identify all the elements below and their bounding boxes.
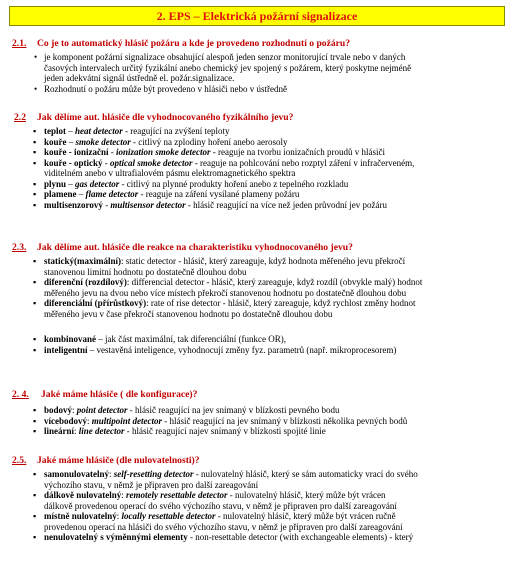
list-item xyxy=(0,52,512,84)
section-number: 2. 4. xyxy=(12,389,29,400)
description: - hlásič reagující na více než jeden průvodní jev požáru xyxy=(185,199,388,210)
section-question xyxy=(0,39,512,51)
description-cont: výchozího stavu, v němž je připraven pro další zareagování xyxy=(44,479,259,490)
description: : rate of rise detector - hlásič, který zareaguje, když rychlost změny hodnot xyxy=(146,298,416,308)
section-number: 2.2 xyxy=(14,112,26,123)
description: - reaguje na záření vysílané plameny požáru xyxy=(138,189,300,199)
term: teplot xyxy=(44,126,66,136)
english-term: remotely resettable detector xyxy=(126,490,228,500)
english-term: line detector xyxy=(78,426,125,436)
item-line: časových intervalech určitý fyzikální anebo chemický jev spojený s požárem, který poskytne nejméně xyxy=(44,62,412,73)
description: - nulovatelný hlásič, který se sám automaticky vrací do svého xyxy=(193,469,418,479)
description: – jak část maximální, tak diferenciální (funkce OR), xyxy=(96,334,286,344)
term: multisenzorový xyxy=(44,199,103,210)
list-item: ▪ kouře - ionizační - ionization smoke detector - reaguje na tvorbu ionizačních proudů v hlásiči xyxy=(0,147,512,158)
description: : static detector - hlásič, který zareaguje, když hodnota měřeného jevu překročí xyxy=(121,256,406,266)
item-line: jeden adekvátní signál ústředně el. požár.signalizace. xyxy=(44,73,235,83)
section-question xyxy=(0,113,512,125)
english-term: ionization smoke detector xyxy=(116,147,211,157)
term: diferenční (rozdílový) xyxy=(44,277,127,287)
section-number: 2.5. xyxy=(12,455,27,466)
term: kouře xyxy=(44,136,67,147)
description: - reaguje na pohlcování nebo rozptyl záření v infračerveném, xyxy=(192,157,415,168)
english-term: multipoint detector xyxy=(91,415,163,426)
list-item: ▪ vícebodový: multipoint detector - hlásič reagující na jev snímaný v blízkosti několika pevných bodů xyxy=(0,416,512,427)
list-item: ▪ bodový: point detector - hlásič reagující na jev snímaný v blízkosti pevného bodu xyxy=(0,405,512,416)
list-item: ▪ plamene – flame detector - reaguje na záření vysílané plameny požáru xyxy=(0,189,512,200)
description: – vestavěná inteligence, vyhodnocují změny fyz. parametrů (např. mikroprocesorem) xyxy=(87,344,397,355)
section-2-1 xyxy=(0,39,512,94)
term: vícebodový xyxy=(44,415,88,426)
description-cont: stanovenou limitní hodnotu po dostatečně dlouhou dobu xyxy=(44,266,247,277)
section-2-3 xyxy=(0,243,512,355)
section-question xyxy=(0,243,512,255)
section-2-2 xyxy=(0,113,512,210)
section-2-4 xyxy=(0,390,512,437)
list-item: ▪ místně nulovatelný: locally resettable detector - nulovatelný hlásič, který může být vrácen ručně provedenou operací na hlásiči do svého výchozího stavu, v němž je připraven pro další zareagování xyxy=(0,511,512,532)
list-item xyxy=(0,277,512,298)
list-item xyxy=(0,532,512,543)
description-cont: měřeného jevu v čase překročí stanovenou hodnotu po dostatečně dlouhou dobu xyxy=(44,308,333,319)
page-title: 2. EPS – Elektrická požární signalizace xyxy=(156,8,358,23)
english-term: self-resetting detector xyxy=(113,469,194,479)
description: - hlásič reagující najev snímaný v blízkosti spojité linie xyxy=(124,426,326,436)
term: inteligentní xyxy=(44,344,88,355)
list-item: ▪ multisenzorový - multisensor detector - hlásič reagující na více než jeden průvodní jev požáru xyxy=(0,200,512,211)
term: statický(maximální) xyxy=(44,256,121,266)
term: samonulovatelný xyxy=(44,469,110,479)
list-item xyxy=(0,256,512,277)
term: diferenciální (přírůstkový) xyxy=(44,298,147,308)
english-term: gas detector xyxy=(75,178,120,189)
question-text: Jak dělíme aut. hlásiče dle reakce na charakteristiku vyhodnocovaného jevu? xyxy=(37,242,353,253)
term: kouře - optický xyxy=(44,157,103,168)
term: kouře - ionizační xyxy=(44,147,109,157)
description: : differencial detector - hlásič, který zareaguje, když rozdíl (obvykle malý) hodnot xyxy=(126,277,423,287)
list-item xyxy=(0,298,512,319)
list-item: ▪ kouře – smoke detector - citlivý na zplodiny hoření anebo aerosoly xyxy=(0,137,512,148)
list-item: ▪ samonulovatelný: self-resetting detector - nulovatelný hlásič, který se sám automaticky vrací do svého výchozího stavu, v němž je připraven pro další zareagování xyxy=(0,469,512,490)
description: - hlásič reagující na jev snímaný v blízkosti několika pevných bodů xyxy=(162,415,408,426)
item-line: • je komponent požární signalizace obsahující alespoň jeden senzor monitorující trvale nebo v daných xyxy=(44,52,406,62)
question-text: Jaké máme hlásiče ( dle konfigurace)? xyxy=(41,389,198,400)
section-number: 2.1. xyxy=(12,38,27,49)
description-cont: měřeného jevu na dvou nebo více místech překročí stanovenou hodnotu po dostatečně dlouhou dobu xyxy=(44,287,407,298)
term: nenulovatelný s výměnnými elementy xyxy=(44,532,188,542)
term: bodový xyxy=(44,405,73,415)
english-term: point detector xyxy=(76,405,128,415)
list-item: ▪ kouře - optický - optical smoke detector - reaguje na pohlcování nebo rozptyl záření v infračerveném, viditelném anebo v ultrafialovém pásmu elektromagnetického spektra xyxy=(0,158,512,179)
description: - nulovatelný hlásič, který může být vrácen xyxy=(227,490,386,500)
description: - citlivý na zplodiny hoření anebo aerosoly xyxy=(130,136,288,147)
list-item: ▪ teplot – heat detector - reagující na zvýšení teploty xyxy=(0,126,512,137)
term: místně nulovatelný xyxy=(44,511,117,521)
list-item xyxy=(0,84,512,95)
title-bar xyxy=(9,6,505,26)
section-question xyxy=(0,390,512,402)
description: - hlásič reagující na jev snímaný v blízkosti pevného bodu xyxy=(127,405,340,415)
english-term: multisensor detector xyxy=(110,199,186,210)
description-cont: viditelném anebo v ultrafialovém pásmu elektromagnetického spektra xyxy=(44,168,296,178)
list-item: ▪ plynu – gas detector - citlivý na plynné produkty hoření anebo z tepelného rozkladu xyxy=(0,179,512,190)
term: plamene xyxy=(44,189,77,199)
section-question xyxy=(0,456,512,468)
description: - reaguje na tvorbu ionizačních proudů v hlásiči xyxy=(210,147,385,157)
question-text: Jak dělíme aut. hlásiče dle vyhodnocovaného fyzikálního jevu? xyxy=(37,112,294,123)
list-item xyxy=(0,334,512,345)
description: - nulovatelný hlásič, který může být vrácen ručně xyxy=(215,511,396,521)
list-item: ▪ dálkově nulovatelný: remotely resettable detector - nulovatelný hlásič, který může být vrácen dálkově provedenou operací do svého výchozího stavu, v němž je připraven pro další zareagování xyxy=(0,490,512,511)
list-item: ▪ lineární: line detector - hlásič reagující najev snímaný v blízkosti spojité linie xyxy=(0,426,512,437)
description: - non-resettable detector (with exchangeable elements) - který xyxy=(187,532,414,542)
description: - reagující na zvýšení teploty xyxy=(122,126,230,136)
description: - citlivý na plynné produkty hoření anebo z tepelného rozkladu xyxy=(119,178,349,189)
question-text: Jaké máme hlásiče (dle nulovatelnosti)? xyxy=(37,455,200,466)
question-text: Co je to automatický hlásič požáru a kde je provedeno rozhodnutí o požáru? xyxy=(37,38,351,49)
term: lineární xyxy=(44,426,75,436)
section-number: 2.3. xyxy=(12,242,27,253)
term: kombinované xyxy=(44,334,97,344)
item-line: • Rozhodnutí o požáru může být provedeno v hlásiči nebo v ústředně xyxy=(44,83,287,94)
english-term: flame detector xyxy=(85,189,139,199)
english-term: heat detector xyxy=(75,126,123,136)
english-term: locally resettable detector xyxy=(121,511,216,521)
section-2-5 xyxy=(0,456,512,543)
list-item xyxy=(0,345,512,356)
description-cont: provedenou operací na hlásiči do svého výchozího stavu, v němž je připraven pro další zareagování xyxy=(44,521,403,532)
english-term: smoke detector xyxy=(75,136,131,147)
term: dálkově nulovatelný xyxy=(44,490,122,500)
description-cont: dálkově provedenou operací do svého výchozího stavu, v němž je připraven pro další zareagování xyxy=(44,500,397,511)
english-term: optical smoke detector xyxy=(110,157,193,168)
term: plynu xyxy=(44,178,67,189)
